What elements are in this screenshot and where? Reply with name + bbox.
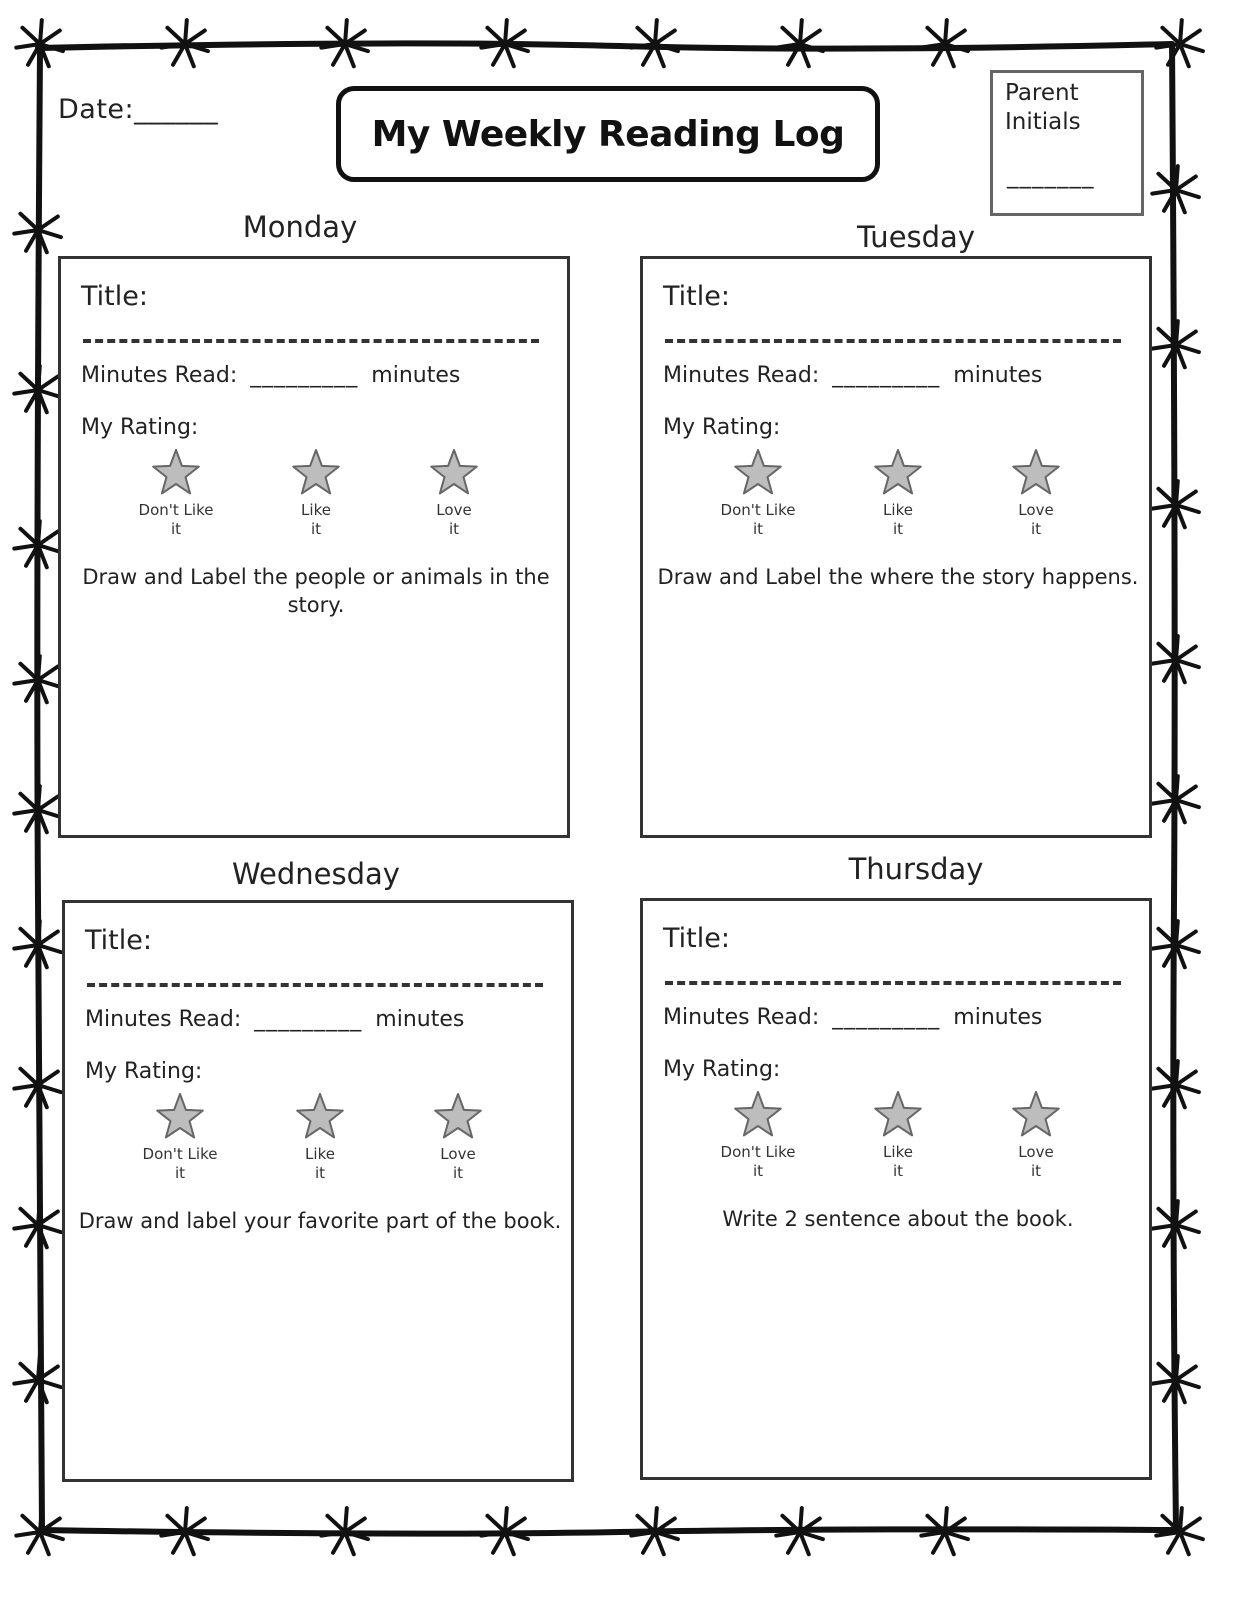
page-title: My Weekly Reading Log	[371, 113, 845, 155]
rating-label: Love it	[436, 501, 472, 538]
book-title-line[interactable]	[665, 321, 1121, 343]
rating-label: Don't Like it	[142, 1145, 218, 1182]
parent-initials-box[interactable]	[990, 70, 1144, 216]
day-prompt: Write 2 sentence about the book.	[722, 1207, 1074, 1231]
day-card-tuesday	[640, 256, 1152, 838]
rating-label: Love it	[440, 1145, 476, 1182]
star-icon[interactable]	[981, 449, 1091, 499]
rating-option[interactable]	[265, 1093, 375, 1183]
minutes-read-row	[85, 1007, 464, 1032]
rating-option[interactable]	[843, 1091, 953, 1181]
parent-initials-blank[interactable]: _______	[1007, 163, 1095, 189]
day-prompt: Draw and Label the where the story happens.	[657, 565, 1139, 589]
parent-initials-label-2: Initials	[1005, 109, 1081, 135]
book-title-label: Title:	[663, 923, 730, 954]
star-icon[interactable]	[265, 1093, 375, 1143]
book-title-line[interactable]	[87, 965, 543, 987]
star-icon[interactable]	[703, 449, 813, 499]
rating-label: Don't Like it	[720, 1143, 796, 1180]
star-icon[interactable]	[403, 1093, 513, 1143]
book-title-label: Title:	[663, 281, 730, 312]
day-card-thursday	[640, 898, 1152, 1480]
rating-option[interactable]	[399, 449, 509, 539]
rating-option[interactable]	[981, 1091, 1091, 1181]
my-rating-label: My Rating:	[663, 1057, 781, 1082]
date-field[interactable]: Date:______	[58, 94, 219, 125]
rating-option[interactable]	[121, 449, 231, 539]
rating-option[interactable]	[843, 449, 953, 539]
my-rating-label: My Rating:	[81, 415, 199, 440]
day-prompt: Draw and Label the people or animals in the story.	[82, 565, 550, 617]
rating-label: Like it	[883, 501, 913, 538]
star-icon[interactable]	[703, 1091, 813, 1141]
book-title-line[interactable]	[83, 321, 539, 343]
minutes-read-blank[interactable]: _________	[832, 1005, 941, 1030]
minutes-unit: minutes	[371, 363, 461, 388]
star-icon[interactable]	[261, 449, 371, 499]
star-icon[interactable]	[121, 449, 231, 499]
rating-option[interactable]	[981, 449, 1091, 539]
minutes-read-label: Minutes Read:	[663, 1005, 820, 1030]
minutes-read-label: Minutes Read:	[81, 363, 238, 388]
rating-option[interactable]	[125, 1093, 235, 1183]
star-icon[interactable]	[125, 1093, 235, 1143]
my-rating-label: My Rating:	[85, 1059, 203, 1084]
minutes-read-label: Minutes Read:	[663, 363, 820, 388]
minutes-read-blank[interactable]: _________	[832, 363, 941, 388]
rating-label: Love it	[1018, 501, 1054, 538]
parent-initials-label-1: Parent	[1005, 80, 1079, 106]
day-label-wednesday: Wednesday	[232, 857, 400, 891]
book-title-line[interactable]	[665, 963, 1121, 985]
day-prompt: Draw and label your favorite part of the book.	[78, 1209, 562, 1233]
book-title-label: Title:	[85, 925, 152, 956]
rating-option[interactable]	[703, 449, 813, 539]
my-rating-label: My Rating:	[663, 415, 781, 440]
rating-label: Don't Like it	[138, 501, 214, 538]
star-icon[interactable]	[981, 1091, 1091, 1141]
star-icon[interactable]	[843, 1091, 953, 1141]
rating-label: Love it	[1018, 1143, 1054, 1180]
minutes-read-blank[interactable]: _________	[250, 363, 359, 388]
minutes-read-row	[81, 363, 460, 388]
minutes-read-blank[interactable]: _________	[254, 1007, 363, 1032]
day-label-monday: Monday	[242, 210, 358, 244]
rating-option[interactable]	[261, 449, 371, 539]
page-title-box	[336, 86, 880, 182]
minutes-read-row	[663, 1005, 1042, 1030]
rating-option[interactable]	[703, 1091, 813, 1181]
day-card-wednesday	[62, 900, 574, 1482]
minutes-read-row	[663, 363, 1042, 388]
rating-label: Like it	[305, 1145, 335, 1182]
minutes-unit: minutes	[953, 363, 1043, 388]
rating-label: Don't Like it	[720, 501, 796, 538]
rating-label: Like it	[301, 501, 331, 538]
book-title-label: Title:	[81, 281, 148, 312]
rating-label: Like it	[883, 1143, 913, 1180]
star-icon[interactable]	[399, 449, 509, 499]
day-label-tuesday: Tuesday	[857, 220, 975, 254]
minutes-read-label: Minutes Read:	[85, 1007, 242, 1032]
minutes-unit: minutes	[953, 1005, 1043, 1030]
rating-option[interactable]	[403, 1093, 513, 1183]
minutes-unit: minutes	[375, 1007, 465, 1032]
day-card-monday	[58, 256, 570, 838]
day-label-thursday: Thursday	[848, 852, 984, 886]
star-icon[interactable]	[843, 449, 953, 499]
